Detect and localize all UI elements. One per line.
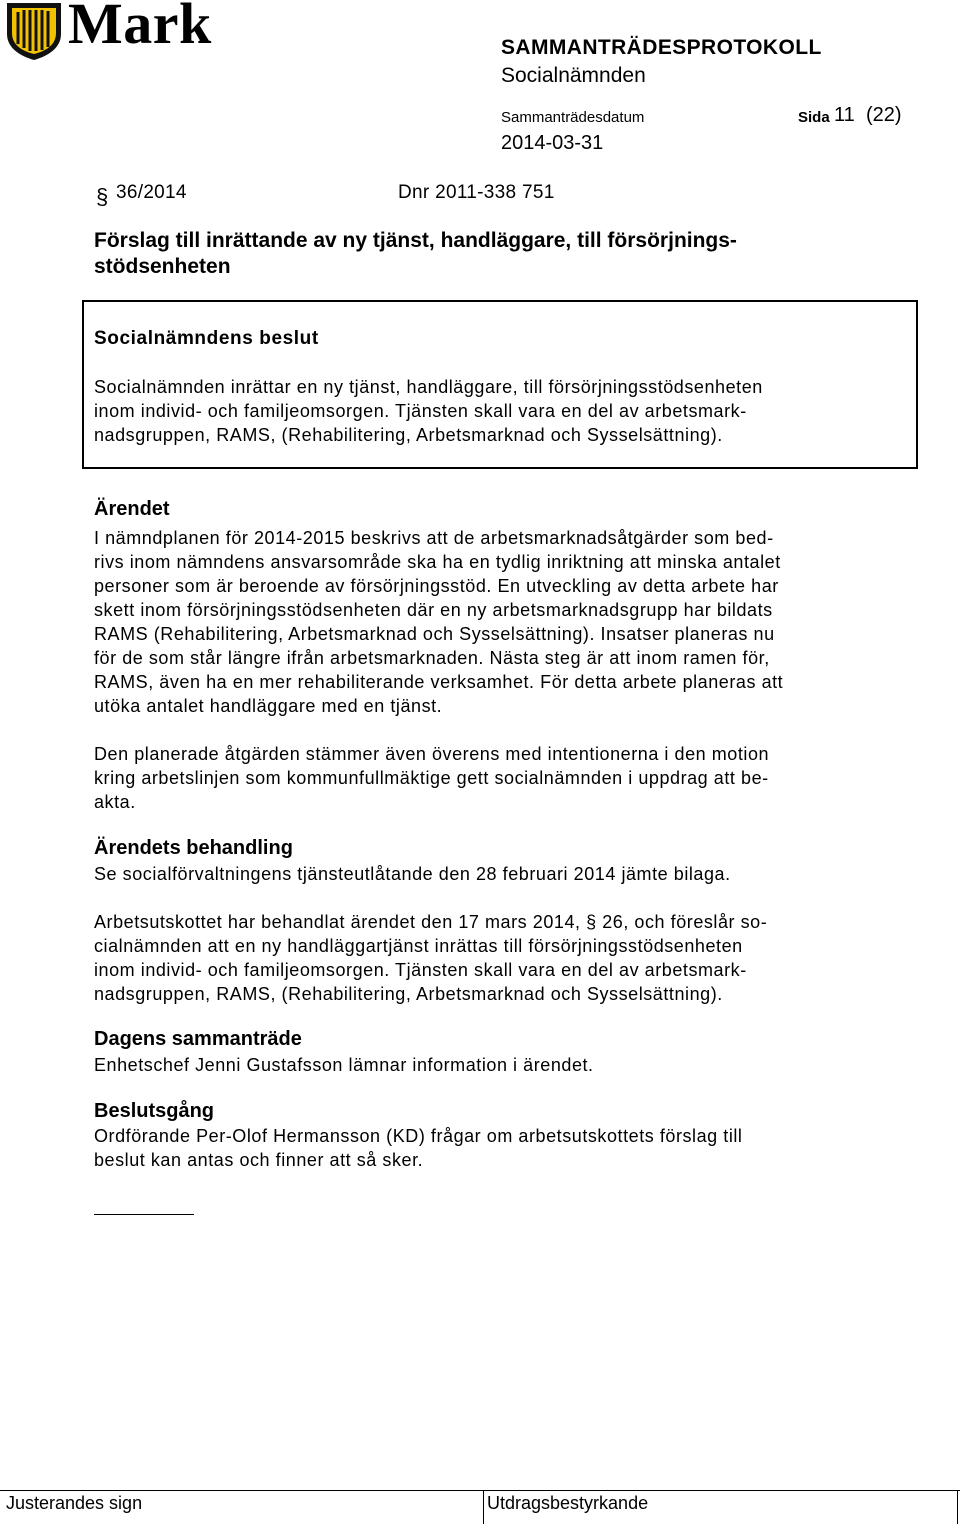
- end-rule: [94, 1214, 194, 1215]
- text-line: akta.: [94, 792, 136, 812]
- decision-text: [94, 375, 763, 447]
- text-line: Arbetsutskottet har behandlat ärendet den 17 mars 2014, § 26, och föreslår so-: [94, 912, 768, 932]
- beslutsgang-paragraph: [94, 1124, 742, 1172]
- arendet-paragraph: [94, 526, 783, 718]
- footer-rule: [0, 1490, 960, 1491]
- section-heading-behandling: Ärendets behandling: [94, 837, 293, 859]
- footer-extract-label: Utdragsbestyrkande: [487, 1493, 649, 1513]
- meeting-date: 2014-03-31: [501, 132, 604, 154]
- logo-wordmark: Mark: [68, 0, 212, 56]
- organization-name: Socialnämnden: [501, 64, 646, 87]
- text-line: rivs inom nämndens ansvarsområde ska ha en tydlig inriktning att minska antalet: [94, 552, 781, 572]
- page-total: (22): [866, 104, 902, 126]
- text-line: Den planerade åtgärden stämmer även överens med intentionerna i den motion: [94, 744, 770, 764]
- page-label: Sida: [798, 109, 830, 126]
- text-line: skett inom försörjningsstödsenheten där en ny arbetsmarknadsgrupp har bildats: [94, 600, 773, 620]
- text-line: Se socialförvaltningens tjänsteutlåtande den 28 februari 2014 jämte bilaga.: [94, 864, 731, 884]
- section-symbol: §: [96, 184, 109, 209]
- text-line: beslut kan antas och finner att så sker.: [94, 1150, 424, 1170]
- meeting-date-label: Sammanträdesdatum: [501, 109, 645, 126]
- dagens-paragraph: [94, 1053, 594, 1077]
- footer-divider-right: [957, 1490, 958, 1524]
- text-line: Enhetschef Jenni Gustafsson lämnar information i ärendet.: [94, 1055, 594, 1075]
- text-line: inom individ- och familjeomsorgen. Tjänsten skall vara en del av arbetsmark-: [94, 960, 747, 980]
- decision-heading: Socialnämndens beslut: [94, 328, 319, 349]
- text-line: kring arbetslinjen som kommunfullmäktige gett socialnämnden i uppdrag att be-: [94, 768, 769, 788]
- section-heading-dagens: Dagens sammanträde: [94, 1028, 302, 1050]
- footer-divider: [483, 1490, 484, 1524]
- text-line: Ordförande Per-Olof Hermansson (KD) frågar om arbetsutskottets förslag till: [94, 1126, 743, 1146]
- footer-sign-label: Justerandes sign: [6, 1493, 143, 1513]
- text-line: utöka antalet handläggare med en tjänst.: [94, 696, 443, 716]
- case-dnr: Dnr 2011-338 751: [398, 182, 555, 203]
- text-line: RAMS, även ha en mer rehabiliterande verksamhet. För detta arbete planeras att: [94, 672, 784, 692]
- page-number: 11: [834, 104, 855, 126]
- text-line: RAMS (Rehabilitering, Arbetsmarknad och Sysselsättning). Insatser planeras nu: [94, 624, 775, 644]
- text-line: för de som står längre ifrån arbetsmarknaden. Nästa steg är att inom ramen för,: [94, 648, 770, 668]
- decision-line: nadsgruppen, RAMS, (Rehabilitering, Arbetsmarknad och Sysselsättning).: [94, 425, 723, 445]
- decision-line: Socialnämnden inrättar en ny tjänst, handläggare, till försörjningsstödsenheten: [94, 377, 763, 397]
- behandling-paragraph: [94, 862, 731, 886]
- case-title: Förslag till inrättande av ny tjänst, handläggare, till försörjnings-stödsenheten: [94, 229, 737, 278]
- text-line: personer som är beroende av försörjningsstöd. En utveckling av detta arbete har: [94, 576, 779, 596]
- case-number: 36/2014: [116, 182, 187, 203]
- text-line: I nämndplanen för 2014-2015 beskrivs att de arbetsmarknadsåtgärder som bed-: [94, 528, 774, 548]
- document-title: SAMMANTRÄDESPROTOKOLL: [501, 36, 822, 59]
- behandling-paragraph-2: [94, 910, 767, 1006]
- text-line: cialnämnden att en ny handläggartjänst inrättas till försörjningsstödsenheten: [94, 936, 743, 956]
- section-heading-arendet: Ärendet: [94, 498, 170, 520]
- arendet-paragraph-2: [94, 742, 769, 814]
- municipality-shield-logo: [4, 0, 64, 62]
- decision-line: inom individ- och familjeomsorgen. Tjänsten skall vara en del av arbetsmark-: [94, 401, 747, 421]
- section-heading-beslutsgang: Beslutsgång: [94, 1100, 215, 1122]
- text-line: nadsgruppen, RAMS, (Rehabilitering, Arbetsmarknad och Sysselsättning).: [94, 984, 723, 1004]
